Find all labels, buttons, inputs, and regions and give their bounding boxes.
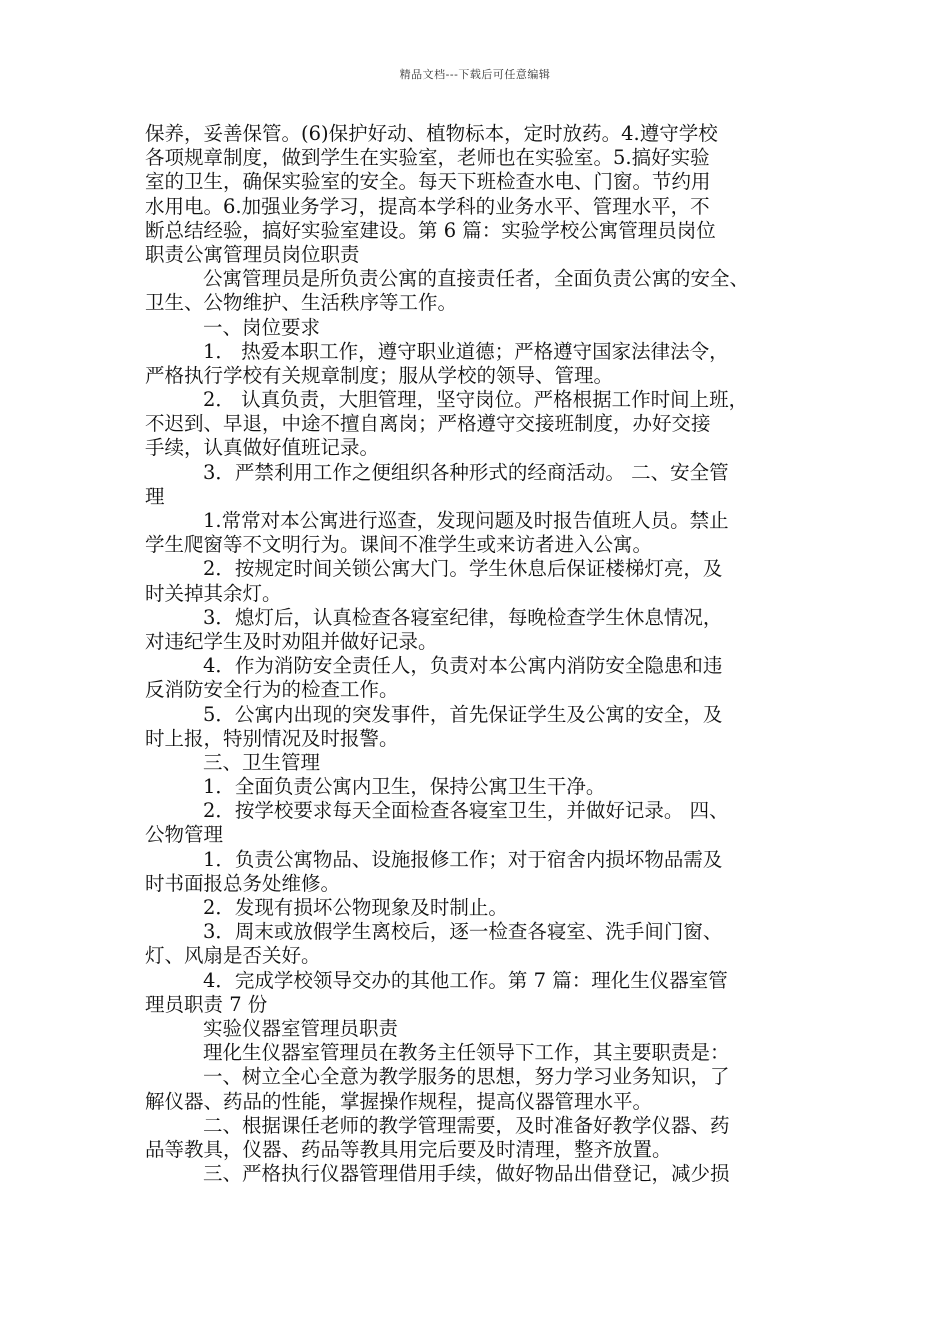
text-line: 对违纪学生及时劝阻并做好记录。: [145, 629, 438, 653]
text-line: 学生爬窗等不文明行为。课间不准学生或来访者进入公寓。: [145, 533, 653, 557]
text-line: 灯、风扇是否关好。: [145, 944, 321, 968]
text-line: 时书面报总务处维修。: [145, 871, 341, 895]
text-line: 3．熄灯后，认真检查各寝室纪律，每晚检查学生休息情况，: [203, 605, 723, 629]
text-line: 2．发现有损坏公物现象及时制止。: [203, 896, 508, 919]
text-line: 不迟到、早退，中途不擅自离岗；严格遵守交接班制度，办好交接: [145, 412, 711, 436]
text-line: 品等教具，仪器、药品等教具用完后要及时清理，整齐放置。: [145, 1137, 672, 1161]
text-line: 水用电。6.加强业务学习，提高本学科的业务水平、管理水平，不: [145, 194, 710, 218]
text-line: 3．严禁利用工作之便组织各种形式的经商活动。 二、安全管: [203, 460, 729, 484]
text-line: 公寓管理员是所负责公寓的直接责任者，全面负责公寓的安全、: [203, 267, 750, 291]
text-line: 一、岗位要求: [203, 315, 321, 339]
text-line: 职责公寓管理员岗位职责: [145, 242, 360, 266]
text-line: 理员职责 7 份: [145, 992, 268, 1016]
text-line: 理化生仪器室管理员在教务主任领导下工作，其主要职责是：: [203, 1041, 730, 1065]
text-line: 时关掉其余灯。: [145, 581, 282, 605]
text-line: 4．作为消防安全责任人，负责对本公寓内消防安全隐患和违: [203, 654, 723, 678]
text-line: 解仪器、药品的性能，掌握操作规程，提高仪器管理水平。: [145, 1089, 653, 1113]
text-line: 断总结经验，搞好实验室建设。第 6 篇：实验学校公寓管理员岗位: [145, 218, 716, 242]
text-line: 1.常常对本公寓进行巡查，发现问题及时报告值班人员。禁止: [203, 509, 729, 532]
text-line: 手续，认真做好值班记录。: [145, 436, 380, 460]
text-line: 一、树立全心全意为教学服务的思想，努力学习业务知识，了: [203, 1065, 730, 1089]
text-line: 保养，妥善保管。(6)保护好动、植物标本，定时放药。4.遵守学校: [145, 122, 718, 145]
text-line: 3．周末或放假学生离校后，逐一检查各寝室、洗手间门窗、: [203, 920, 723, 944]
text-line: 5．公寓内出现的突发事件，首先保证学生及公寓的安全，及: [203, 702, 723, 726]
page-header: 精品文档---下载后可任意编辑: [399, 68, 551, 81]
text-line: 公物管理: [145, 823, 224, 847]
text-line: 2． 认真负责，大胆管理，坚守岗位。严格根据工作时间上班，: [203, 388, 749, 412]
text-line: 2．按规定时间关锁公寓大门。学生休息后保证楼梯灯亮，及: [203, 557, 723, 581]
text-line: 三、卫生管理: [203, 750, 321, 774]
text-line: 反消防安全行为的检查工作。: [145, 678, 399, 702]
text-line: 三、严格执行仪器管理借用手续，做好物品出借登记，减少损: [203, 1162, 730, 1186]
text-line: 理: [145, 484, 165, 508]
text-line: 各项规章制度，做到学生在实验室，老师也在实验室。5.搞好实验: [145, 146, 710, 170]
text-line: 时上报，特别情况及时报警。: [145, 726, 399, 750]
text-line: 实验仪器室管理员职责: [203, 1016, 399, 1040]
text-line: 卫生、公物维护、生活秩序等工作。: [145, 291, 458, 315]
text-line: 二、根据课任老师的教学管理需要，及时准备好教学仪器、药: [203, 1113, 730, 1137]
text-line: 2．按学校要求每天全面检查各寝室卫生，并做好记录。 四、: [203, 799, 729, 823]
text-line: 1． 热爱本职工作，遵守职业道德；严格遵守国家法律法令，: [203, 339, 729, 363]
text-line: 室的卫生，确保实验室的安全。每天下班检查水电、门窗。节约用: [145, 170, 711, 194]
text-line: 4．完成学校领导交办的其他工作。第 7 篇：理化生仪器室管: [203, 968, 728, 992]
document-body: [145, 122, 810, 1186]
text-line: 严格执行学校有关规章制度；服从学校的领导、管理。: [145, 363, 614, 387]
text-line: 1．负责公寓物品、设施报修工作；对于宿舍内损坏物品需及: [203, 847, 723, 871]
text-line: 1．全面负责公寓内卫生，保持公寓卫生干净。: [203, 775, 606, 799]
